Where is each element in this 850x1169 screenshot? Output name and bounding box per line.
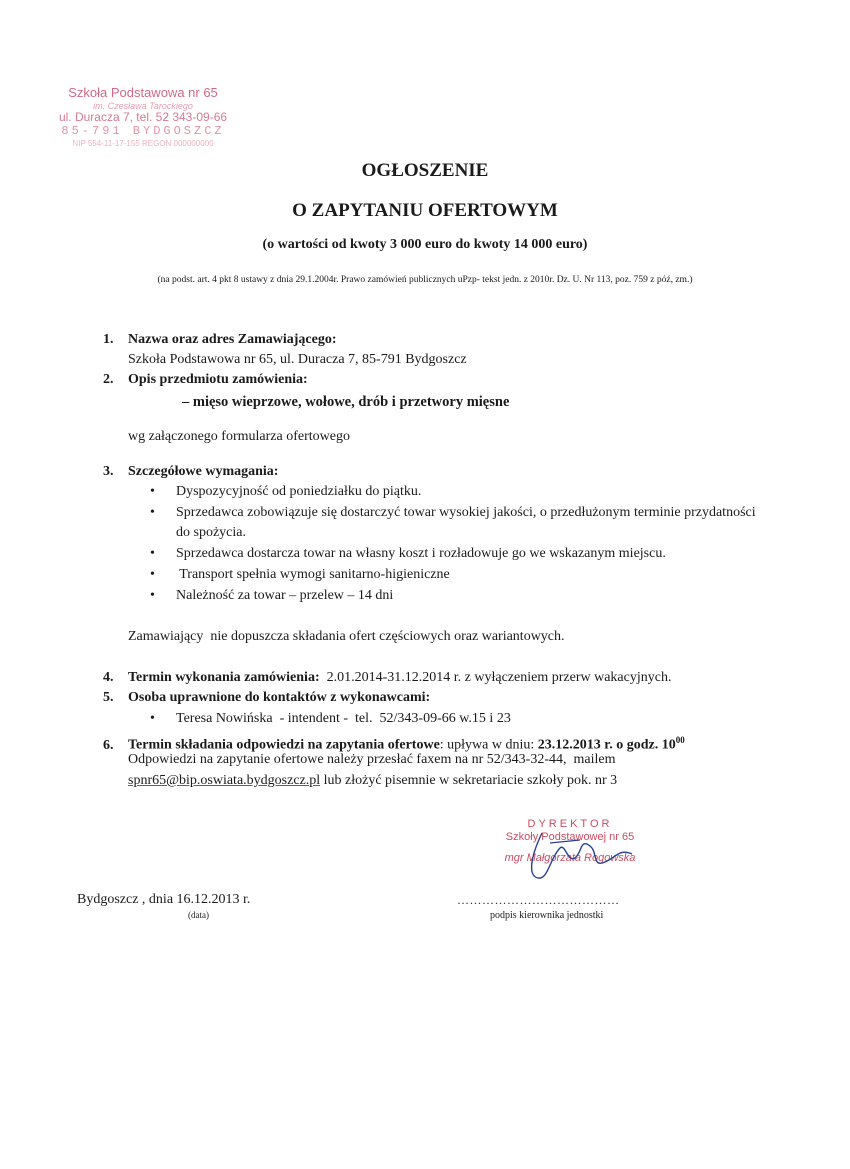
section-6-line3: spnr65@bip.oswiata.bydgoszcz.pl lub złożyć pisemnie w sekretariacie szkoły pok. nr 3 (128, 773, 618, 788)
contact-person: • Teresa Nowińska - intendent - tel. 52/343-09-66 w.15 i 23 (150, 709, 511, 729)
bullet-icon: • (150, 588, 155, 603)
stamp-address: ul. Duracza 7, tel. 52 343-09-66 (58, 110, 228, 125)
stamp-patron: im. Czesława Tarockiego (93, 100, 193, 111)
requirement-item: • Dyspozycyjność od poniedziałku do piątku. (150, 482, 421, 502)
section-3-heading: 3. Szczegółowe wymagania: (103, 464, 279, 479)
section-5-heading: 5. Osoba uprawnione do kontaktów z wykonawcami: (103, 690, 431, 705)
school-stamp (38, 86, 248, 148)
bullet-icon: • (150, 711, 155, 726)
bullet-icon: • (150, 567, 155, 582)
place-date: Bydgoszcz , dnia 16.12.2013 r. (77, 892, 251, 907)
stamp-city: 85-791 BYDGOSZCZ (61, 124, 225, 139)
section-1-body: Szkoła Podstawowa nr 65, ul. Duracza 7, 85-791 Bydgoszcz (128, 352, 467, 367)
section-6-heading: 6. Termin składania odpowiedzi na zapytania ofertowe: upływa w dniu: 23.12.2013 r. o godz. $10^{00}$ (103, 735, 685, 753)
bullet-icon: • (150, 546, 155, 561)
signature-label: podpis kierownika jednostki (490, 910, 604, 921)
page-subtitle: O ZAPYTANIU OFERTOWYM (292, 200, 558, 221)
bullet-icon: • (150, 505, 155, 520)
legal-basis: (na podst. art. 4 pkt 8 ustawy z dnia 29.1.2004r. Prawo zamówień publicznych uPzp- tekst jedn. z 2010r. Dz. U. Nr 113, poz. 759 z póź, zm.) (157, 275, 693, 285)
bullet-icon: • (150, 484, 155, 499)
section-1-heading: 1. Nazwa oraz adres Zamawiającego: (103, 332, 337, 347)
stamp-school-name: Szkoła Podstawowa nr 65 (68, 85, 218, 100)
section-6-line2: Odpowiedzi na zapytanie ofertowe należy przesłać faxem na nr 52/343-32-44, mailem (128, 752, 616, 767)
section-4: 4. Termin wykonania zamówienia: 2.01.2014-31.12.2014 r. z wyłączeniem przerw wakacyjnych. (103, 670, 672, 685)
director-stamp: DYREKTOR Szkoły Podstawowej nr 65 mgr Małgorzata Rogowska (504, 818, 636, 865)
section-2-item: – mięso wieprzowe, wołowe, drób i przetwory mięsne (182, 394, 510, 410)
requirement-item: • Należność za towar – przelew – 14 dni (150, 586, 393, 606)
requirement-item: • Transport spełnia wymogi sanitarno-higieniczne (150, 565, 450, 585)
deadline: 23.12.2013 r. o godz. 10 (537, 737, 676, 753)
stamp-nip: NIP 554-11-17-155 REGON 000000000 (72, 138, 214, 148)
section-3-note: Zamawiający nie dopuszcza składania ofert częściowych oraz wariantowych. (128, 629, 565, 644)
section-2-heading: 2. Opis przedmiotu zamówienia: (103, 372, 308, 387)
email-link[interactable]: spnr65@bip.oswiata.bydgoszcz.pl (128, 773, 321, 788)
value-range: (o wartości od kwoty 3 000 euro do kwoty 14 000 euro) (262, 237, 588, 252)
handwritten-signature (520, 828, 640, 883)
signature-line: ………………………………… (457, 893, 620, 907)
requirement-item: • Sprzedawca zobowiązuje się dostarczyć towar wysokiej jakości, o przedłużonym terminie przydatności do spożycia. (150, 505, 756, 540)
page-title: OGŁOSZENIE (361, 160, 489, 181)
section-2-note: wg załączonego formularza ofertowego (128, 429, 350, 444)
date-label: (data) (188, 910, 209, 920)
requirement-item: • Sprzedawca dostarcza towar na własny koszt i rozładowuje go we wskazanym miejscu. (150, 544, 666, 564)
